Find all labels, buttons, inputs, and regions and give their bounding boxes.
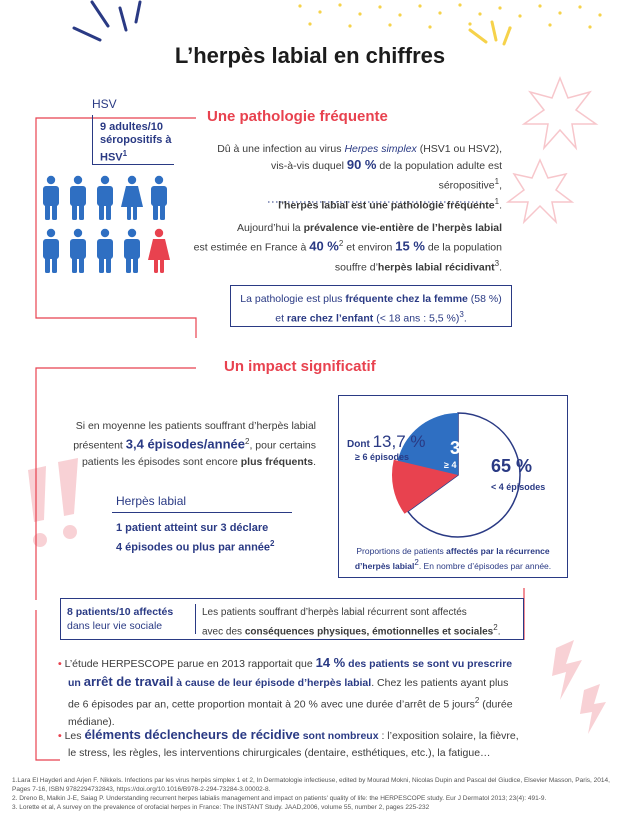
person-icon: [121, 176, 143, 220]
person-icon: [43, 229, 59, 273]
person-icon: [97, 229, 113, 273]
hsv-stat-sup: 1: [122, 149, 128, 158]
person-icon: [151, 176, 167, 220]
stat-episodes: 3,4 épisodes/année: [125, 436, 245, 452]
people-icons: [40, 170, 180, 280]
bullet-herpescope: • L’étude HERPESCOPE parue en 2013 rapportait que 14 % des patients se sont vu prescrire un arrêt de travail à cause de leur épisode d’herpès labial. Chez les patients ayant plus de 6 épisodes par an, cette proportion montait à 20 % avec une durée d’arrêt de 5 jours$^2$ (durée médiane).: [58, 655, 513, 728]
footnotes: [12, 776, 612, 812]
person-icon-highlight: [148, 229, 170, 273]
herpes-label: Herpès labial: [116, 494, 187, 508]
stat-40: 40 %: [309, 238, 339, 254]
social-divider: [195, 604, 196, 634]
page-title: L’herpès labial en chiffres: [174, 43, 446, 68]
person-icon: [124, 229, 140, 273]
paragraph-infection: Dû à une infection au virus Herpes simplex (HSV1 ou HSV2), vis-à-vis duquel 90 % de la population adulte est séropositive$^1$, l’herpès labial est une pathologie fréquente$^1$.: [217, 143, 502, 211]
chart-dont-sub: ≥ 6 épisodes: [355, 452, 409, 462]
person-icon: [70, 176, 86, 220]
lightning-icons-right: [552, 640, 606, 734]
footnote: 2. Dreno B, Malkin J-E, Saiag P. Understanding recurrent herpes labialis management and impact on patients' quality of life: the HERPESCOPE study. Eur J Dermatol 2013; 23(4): 491-9.: [12, 795, 547, 802]
herpes-stat: 1 patient atteint sur 3 déclare 4 épisodes ou plus par année$^2$: [116, 522, 275, 554]
pie-sub-35: ≥ 4 épisodes: [444, 460, 498, 470]
person-icon: [70, 229, 86, 273]
paragraph-episodes: Si en moyenne les patients souffrant d’herpès labial présentent 3,4 épisodes/année$^2$, pour certains patients les épisodes sont encore plus fréquents.: [73, 420, 316, 468]
stat-15: 15 %: [395, 238, 425, 254]
footnote: 3. Lorette et al, A survey on the prevalence of orofacial herpes in France: The INSTANT Study. JAAD,2006, volume 55, number 2, pages 225-232: [12, 804, 430, 811]
pie-label-35: 35 %: [450, 438, 492, 458]
person-icon: [97, 176, 113, 220]
chart-dont-value: 13,7 %: [372, 432, 426, 451]
hsv-stat: 9 adultes/10 séropositifs à HSV: [100, 121, 172, 164]
pie-label-65: 65 %: [491, 456, 533, 476]
pink-star-mid-right: [508, 160, 572, 222]
bullet-dot: •: [58, 730, 65, 742]
hsv-label: HSV: [92, 97, 117, 111]
yellow-dots: [298, 3, 601, 29]
social-stat: 8 patients/10 affectés dans leur vie sociale: [67, 606, 174, 632]
chart-caption: Proportions de patients affectés par la récurrence d’herpès labial2. En nombre d’épisodes par année.: [354, 546, 552, 571]
bullet-triggers: • Les éléments déclencheurs de récidive sont nombreux : l’exposition solaire, la fièvre, le stress, les règles, les interventions chirurgicales (dentaire, esthétiques, etc.), la fatigue…: [58, 727, 519, 759]
section-title-impact: Un impact significatif: [224, 358, 376, 375]
paragraph-prevalence: Aujourd’hui la prévalence vie-entière de l’herpès labial est estimée en France à 40 %$^2$ et environ 15 % de la population souffre d’herpès labial récidivant$^3$.: [193, 222, 502, 273]
hsv-stat-box: [92, 115, 174, 165]
pie-sub-65: < 4 épisodes: [491, 482, 546, 492]
stat-90: 90 %: [346, 157, 377, 172]
pie-chart: [338, 395, 568, 545]
social-text: Les patients souffrant d’herpès labial récurrent sont affectés avec des conséquences physiques, émotionnelles et sociales$^2$.: [202, 607, 501, 638]
herpes-simplex-text: Herpes simplex: [344, 143, 417, 155]
bullet-dot: •: [58, 658, 65, 670]
herpes-label-underline: [112, 512, 292, 513]
woman-child-box: La pathologie est plus fréquente chez la femme (58 %) et rare chez l’enfant (< 18 ans : 5,5 %)$^3$.: [230, 285, 512, 327]
burst-lines-yellow: [470, 22, 510, 44]
chart-dont-label: Dont 13,7 %: [347, 432, 426, 451]
section-title-pathologie: Une pathologie fréquente: [207, 108, 388, 125]
person-icon: [43, 176, 59, 220]
footnote: 1.Lara El Hayderi and Arjen F. Nikkels. Infections par les virus herpès simplex 1 et 2, In Dermatologie infectieuse, edited by Mourad Mokni, Nicolas Dupin and Pascal del Giudice, Elsevier Masson, Paris, 2014, Pages 7-16, ISBN 9782294732843, https://doi.org/10.1016/B978-2-294-73284-3.00002-8.: [12, 777, 610, 793]
pink-star-top-right: [524, 78, 596, 148]
burst-lines-blue: [74, 2, 140, 40]
